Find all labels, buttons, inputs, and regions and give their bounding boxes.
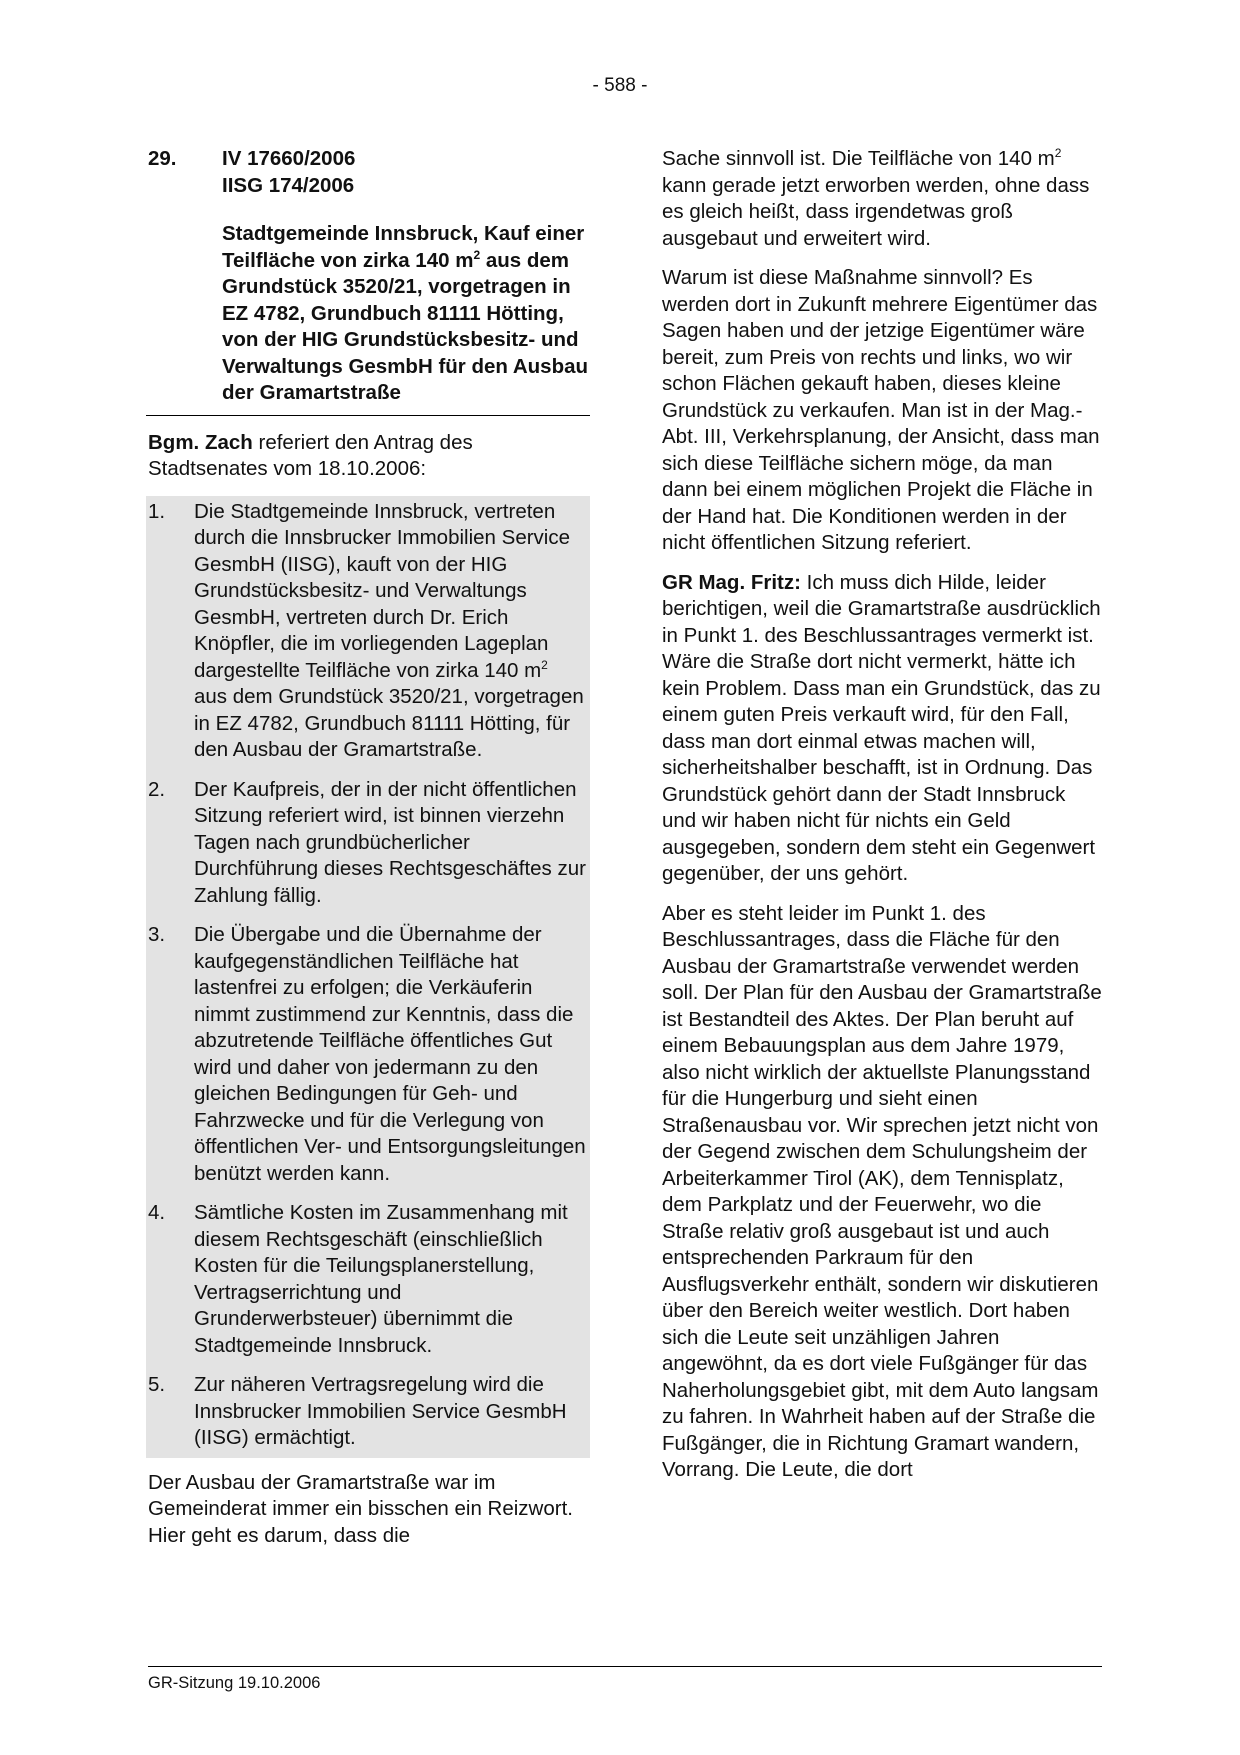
- resolution-text: Die Stadtgemeinde Innsbruck, vertreten durch die Innsbrucker Immobilien Service GesmbH (IISG), kauft von der HIG Grundstücksbesitz- und Verwaltungs GesmbH, vertreten durch Dr. Erich Knöpfler, die im vorliegenden Lageplan dargestellte Teilfläche von zirka 140 $m^2$ aus dem Grundstück 3520/21, vorgetragen in EZ 4782, Grundbuch 81111 Hötting, für den Ausbau der Gramartstraße.: [194, 499, 584, 761]
- right-paragraph-4: Aber es steht leider im Punkt 1. des Beschlussantrages, dass die Fläche für den Ausbau der Gramartstraße verwendet werden soll. Der Plan für den Ausbau der Gramartstraße ist Bestandteil des Aktes. Der Plan beruht auf einem Bebauungsplan aus dem Jahre 1979, also nicht wirklich der aktuellste Planungsstand für die Hungerburg und sieht einen Straßenausbau vor. Wir sprechen jetzt nicht von der Gegend zwischen dem Schulungsheim der Arbeiterkammer Tirol (AK), dem Tennisplatz, dem Parkplatz und der Feuerwehr, wo die Straße relativ groß ausgebaut ist und auch entsprechenden Parkraum für den Ausflugsverkehr enthält, sondern wir diskutieren über den Bereich weiter westlich. Dort haben sich die Leute seit unzähligen Jahren angewöhnt, da es dort viele Fußgänger für das Naherholungsgebiet gibt, mit dem Auto langsam zu fahren. In Wahrheit haben auf der Straße die Fußgänger, die in Richtung Gramart wandern, Vorrang. Die Leute, die dort: [662, 901, 1102, 1481]
- area-superscript: 2: [1054, 146, 1062, 161]
- resolution-list: [146, 496, 590, 1458]
- resolution-item: [146, 499, 590, 764]
- title-divider: [146, 415, 590, 416]
- intro-text: referiert den Antrag des Stadtsenates vom 18.10.2006:: [148, 430, 473, 480]
- speaker-name: Bgm. Zach: [148, 430, 253, 454]
- resolution-number: 5.: [148, 1373, 166, 1396]
- agenda-item-title: [222, 221, 590, 407]
- right-paragraph-1: Sache sinnvoll ist. Die Teilfläche von 140 $m^2$ kann gerade jetzt erworben werden, ohne dass es gleich heißt, dass irgendetwas groß ausgebaut und erweitert wird.: [662, 146, 1090, 250]
- agenda-item-header: [148, 146, 590, 199]
- intro-paragraph: [148, 430, 590, 483]
- title-superscript: 2: [473, 247, 481, 262]
- left-column: [148, 146, 590, 1549]
- ref-line: IISG 174/2006: [222, 173, 355, 197]
- speaker-name: GR Mag. Fritz:: [662, 570, 801, 594]
- title-text: Stadtgemeinde Innsbruck, Kauf einer Teilfläche von zirka 140 m: [222, 222, 585, 272]
- resolution-text: Die Übergabe und die Übernahme der kaufgegenständlichen Teilfläche hat lastenfrei zu erfolgen; die Verkäuferin nimmt zustimmend zur Kenntnis, dass die abzutretende Teilfläche öffentliches Gut wird und daher von jedermann zu den gleichen Bedingungen für Geh- und Fahrzwecke und für die Verlegung von öffentlichen Ver- und Entsorgungsleitungen benützt werden kann.: [194, 923, 586, 1185]
- title-text: aus dem Grundstück 3520/21, vorgetragen in EZ 4782, Grundbuch 81111 Hötting, von der HIG Grundstücksbesitz- und Verwaltungs GesmbH für den Ausbau der Gramartstraße: [222, 248, 589, 404]
- ref-line: IV 17660/2006: [222, 147, 356, 170]
- resolution-item: [146, 922, 590, 1187]
- agenda-item-refs: [222, 146, 590, 199]
- resolution-item: [146, 1200, 590, 1359]
- resolution-number: 1.: [148, 499, 166, 523]
- page-number: - 588 -: [592, 75, 648, 96]
- right-paragraph-2: Warum ist diese Maßnahme sinnvoll? Es werden dort in Zukunft mehrere Eigentümer das Sagen haben und der jetzige Eigentümer wäre bereit, zum Preis von rechts und links, wo wir schon Flächen gekauft haben, dieses kleine Grundstück zu verkaufen. Man ist in der Mag.-Abt. III, Verkehrsplanung, der Ansicht, dass man sich diese Teilfläche sichern möge, da man dann bei einem möglichen Projekt die Fläche in der Hand hat. Die Konditionen werden in der nicht öffentlichen Sitzung referiert.: [662, 266, 1100, 554]
- resolution-item: [146, 1372, 590, 1452]
- resolution-number: 4.: [148, 1201, 166, 1224]
- footer-divider: [148, 1666, 1102, 1667]
- resolution-text: Sämtliche Kosten im Zusammenhang mit diesem Rechtsgeschäft (einschließlich Kosten für die Teilungsplanerstellung, Vertragserrichtung und Grunderwerbsteuer) übernimmt die Stadtgemeinde Innsbruck.: [194, 1201, 568, 1357]
- resolution-text: Der Kaufpreis, der in der nicht öffentlichen Sitzung referiert wird, ist binnen vierzehn Tagen nach grundbücherlicher Durchführung dieses Rechtsgeschäftes zur Zahlung fällig.: [194, 777, 586, 907]
- agenda-item-number: 29.: [148, 147, 177, 170]
- left-closing-paragraph: Der Ausbau der Gramartstraße war im Gemeinderat immer ein bisschen ein Reizwort. Hier geht es darum, dass die: [148, 1470, 573, 1547]
- right-paragraph-3: GR Mag. Fritz: Ich muss dich Hilde, leider berichtigen, weil die Gramartstraße ausdrücklich in Punkt 1. des Beschlussantrages vermerkt ist. Wäre die Straße dort nicht vermerkt, hätte ich kein Problem. Dass man ein Grundstück, das zu einem guten Preis verkauft wird, für den Fall, dass man dort einmal etwas machen will, sicherheitshalber beschafft, ist in Ordnung. Das Grundstück gehört dann der Stadt Innsbruck und wir haben nicht für nichts ein Geld ausgegeben, sondern dem steht ein Gegenwert gegenüber, der uns gehört.: [662, 570, 1101, 885]
- resolution-item: [146, 777, 590, 910]
- footer: GR-Sitzung 19.10.2006: [148, 1674, 321, 1692]
- resolution-text: Zur näheren Vertragsregelung wird die Innsbrucker Immobilien Service GesmbH (IISG) ermächtigt.: [194, 1373, 567, 1449]
- resolution-number: 3.: [148, 923, 166, 946]
- right-column: [662, 146, 1102, 1497]
- resolution-number: 2.: [148, 777, 166, 801]
